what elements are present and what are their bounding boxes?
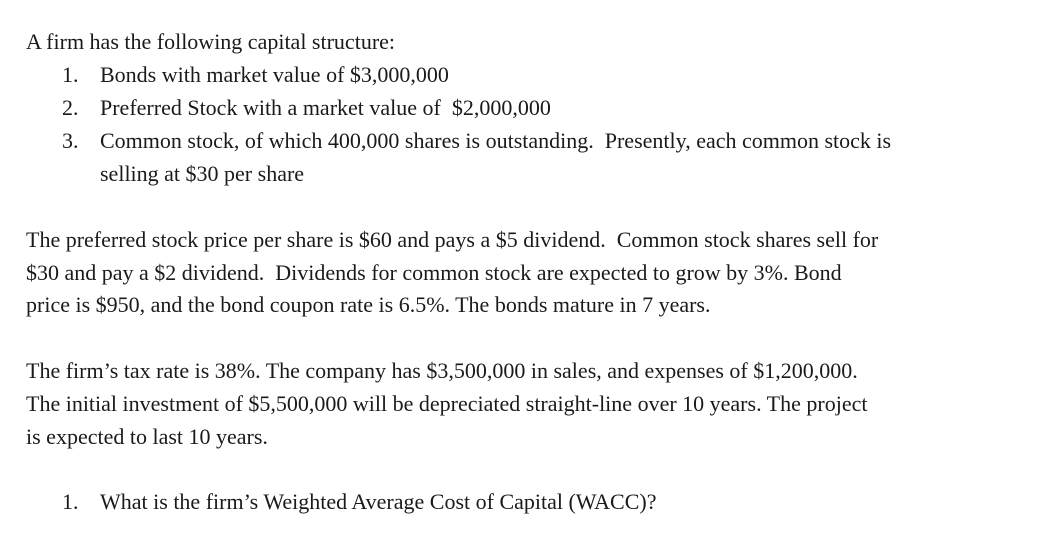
list-item-text: Preferred Stock with a market value of $2,000,000: [100, 95, 551, 120]
list-item-number: 3.: [62, 128, 79, 153]
paragraph-line: The preferred stock price per share is $60 and pays a $5 dividend. Common stock shares sell for: [26, 227, 879, 252]
question-number: 1.: [62, 489, 79, 514]
question-text: What is the firm’s Weighted Average Cost of Capital (WACC)?: [100, 489, 657, 514]
list-item-text-continued: selling at $30 per share: [100, 161, 305, 186]
list-item-number: 2.: [62, 95, 79, 120]
paragraph-line: The initial investment of $5,500,000 will be depreciated straight-line over 10 years. The project: [26, 391, 868, 416]
list-item-number: 1.: [62, 62, 79, 87]
list-item-text: Bonds with market value of $3,000,000: [100, 62, 449, 87]
paragraph-line: $30 and pay a $2 dividend. Dividends for common stock are expected to grow by 3%. Bond: [26, 260, 842, 285]
paragraph-line: The firm’s tax rate is 38%. The company has $3,500,000 in sales, and expenses of $1,200,000.: [26, 358, 858, 383]
paragraph-line: is expected to last 10 years.: [26, 424, 268, 449]
paragraph-line: price is $950, and the bond coupon rate is 6.5%. The bonds mature in 7 years.: [26, 292, 711, 317]
list-item-text: Common stock, of which 400,000 shares is outstanding. Presently, each common stock is: [100, 128, 892, 153]
intro-text: A firm has the following capital structure:: [26, 29, 396, 54]
